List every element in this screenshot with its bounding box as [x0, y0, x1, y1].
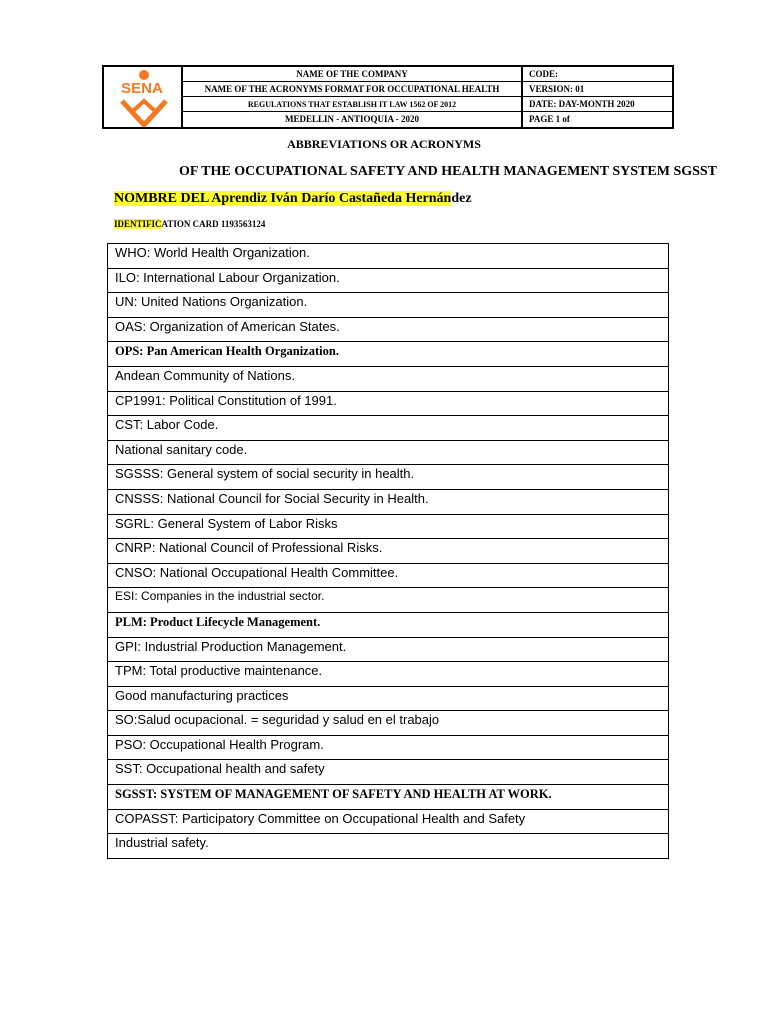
identification-card: [114, 219, 265, 229]
acronym-cell: WHO: World Health Organization.: [108, 244, 669, 269]
acronym-cell: COPASST: Participatory Committee on Occupational Health and Safety: [108, 809, 669, 834]
acronyms-table: [107, 243, 669, 859]
acronym-cell: Industrial safety.: [108, 834, 669, 859]
table-row: [108, 416, 669, 441]
identification-highlighted: IDENTIFIC: [114, 219, 162, 229]
acronym-cell: CP1991: Political Constitution of 1991.: [108, 391, 669, 416]
acronym-cell: GPI: Industrial Production Management.: [108, 637, 669, 662]
date-label: DATE: DAY-MONTH 2020: [529, 99, 635, 109]
table-row: [108, 244, 669, 269]
acronym-cell: Good manufacturing practices: [108, 686, 669, 711]
table-row: [108, 588, 669, 613]
table-row: [108, 760, 669, 785]
table-row: [108, 366, 669, 391]
acronym-cell: OPS: Pan American Health Organization.: [108, 342, 669, 367]
header-row-company: [183, 67, 672, 82]
document-subtitle: OF THE OCCUPATIONAL SAFETY AND HEALTH MANAGEMENT SYSTEM SGSST: [178, 164, 718, 179]
header-row-regulations: [183, 97, 672, 112]
logo-text: SENA: [121, 80, 163, 97]
acronym-cell: OAS: Organization of American States.: [108, 317, 669, 342]
table-row: [108, 391, 669, 416]
table-row: [108, 539, 669, 564]
table-row: [108, 834, 669, 859]
acronym-cell: SGSST: SYSTEM OF MANAGEMENT OF SAFETY AND HEALTH AT WORK.: [108, 785, 669, 810]
acronym-cell: CST: Labor Code.: [108, 416, 669, 441]
code-label: CODE:: [529, 69, 558, 79]
table-row: [108, 317, 669, 342]
table-row: [108, 293, 669, 318]
company-name-label: NAME OF THE COMPANY: [183, 67, 523, 81]
table-row: [108, 268, 669, 293]
table-row: [108, 342, 669, 367]
table-row: [108, 785, 669, 810]
header-row-format: [183, 82, 672, 97]
table-row: [108, 662, 669, 687]
document-header: [102, 65, 674, 129]
acronym-cell: TPM: Total productive maintenance.: [108, 662, 669, 687]
apprentice-name: [114, 191, 472, 207]
table-row: [108, 514, 669, 539]
acronym-cell: Andean Community of Nations.: [108, 366, 669, 391]
acronym-cell: PLM: Product Lifecycle Management.: [108, 612, 669, 637]
acronym-cell: ESI: Companies in the industrial sector.: [108, 588, 669, 613]
table-row: [108, 465, 669, 490]
acronym-cell: ILO: International Labour Organization.: [108, 268, 669, 293]
logo-cell: [104, 67, 183, 127]
table-row: [108, 809, 669, 834]
acronym-cell: SGRL: General System of Labor Risks: [108, 514, 669, 539]
table-row: [108, 735, 669, 760]
acronym-cell: SO:Salud ocupacional. = seguridad y salud en el trabajo: [108, 711, 669, 736]
table-row: [108, 637, 669, 662]
acronym-cell: SST: Occupational health and safety: [108, 760, 669, 785]
table-row: [108, 686, 669, 711]
header-row-location: [183, 112, 672, 127]
sena-logo-icon: [104, 67, 179, 127]
table-row: [108, 440, 669, 465]
page-label: PAGE 1 of: [529, 114, 570, 124]
version-label: VERSION: 01: [529, 84, 585, 94]
regulations-label: REGULATIONS THAT ESTABLISH IT LAW 1562 OF 2012: [183, 97, 523, 111]
apprentice-name-rest: dez: [451, 191, 472, 206]
acronym-cell: PSO: Occupational Health Program.: [108, 735, 669, 760]
document-title: ABBREVIATIONS OR ACRONYMS: [287, 137, 481, 151]
acronym-cell: CNSSS: National Council for Social Security in Health.: [108, 489, 669, 514]
table-row: [108, 711, 669, 736]
table-row: [108, 489, 669, 514]
acronym-cell: CNSO: National Occupational Health Committee.: [108, 563, 669, 588]
format-name-label: NAME OF THE ACRONYMS FORMAT FOR OCCUPATIONAL HEALTH: [183, 82, 523, 96]
acronym-cell: CNRP: National Council of Professional Risks.: [108, 539, 669, 564]
acronym-cell: National sanitary code.: [108, 440, 669, 465]
acronym-cell: SGSSS: General system of social security in health.: [108, 465, 669, 490]
acronym-cell: UN: United Nations Organization.: [108, 293, 669, 318]
apprentice-name-highlighted: NOMBRE DEL Aprendiz Iván Darío Castañeda Hernán: [114, 191, 452, 206]
table-row: [108, 612, 669, 637]
identification-rest: ATION CARD 1193563124: [161, 219, 266, 229]
location-label: MEDELLIN - ANTIOQUIA - 2020: [183, 112, 523, 127]
table-row: [108, 563, 669, 588]
